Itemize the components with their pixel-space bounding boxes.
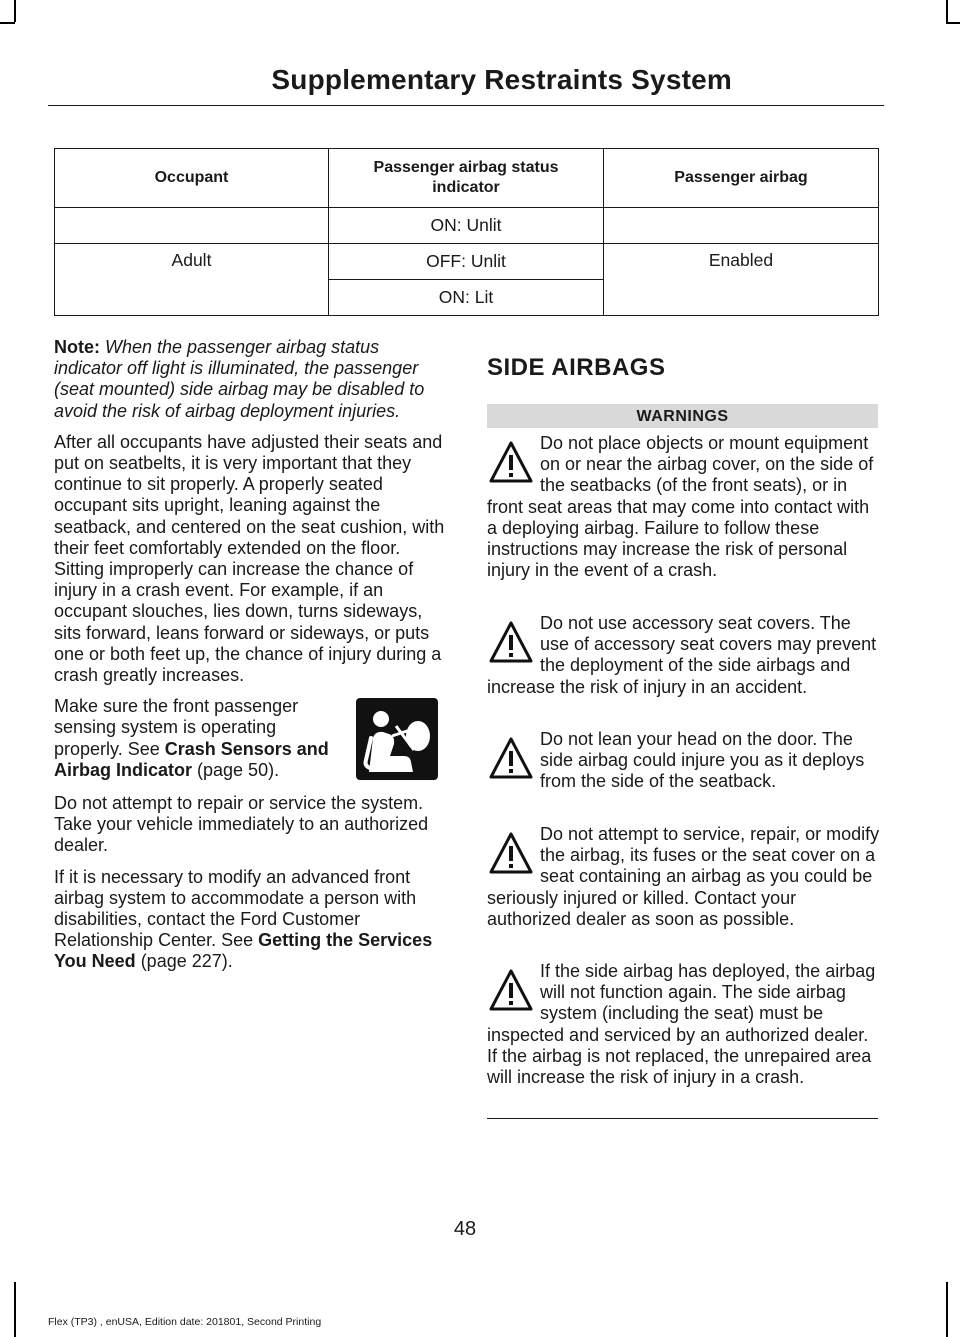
crop-mark: [14, 0, 16, 22]
table-row: [55, 208, 879, 244]
note-text: When the passenger airbag status indicator off light is illuminated, the passenger (seat mounted) side airbag may be disabled to avoid the risk of airbag deployment injuries.: [54, 337, 425, 421]
warning-item: [487, 961, 881, 1088]
table-header-airbag: Passenger airbag: [604, 149, 879, 208]
airbag-status-table: [54, 148, 879, 316]
services-link[interactable]: Getting the Services You Need: [54, 930, 433, 972]
warning-text: Do not place objects or mount equipment on or near the airbag cover, on the side of the seatbacks (of the front seats), or in front seat areas that may come into contact with a deploying airbag. Failure to follow these instructions may increase the risk of personal injury in the event of a crash.: [487, 433, 874, 581]
warning-text: Do not attempt to service, repair, or modify the airbag, its fuses or the seat cover on a seat containing an airbag as you could be seriously injured or killed. Contact your authorized dealer as soon as possible.: [487, 824, 880, 929]
table-cell-occupant: Adult: [55, 244, 329, 316]
table-header-occupant: Occupant: [55, 149, 329, 208]
crop-mark: [946, 1282, 948, 1337]
crop-mark: [946, 0, 948, 22]
table-cell: [604, 208, 879, 244]
table-header-indicator: Passenger airbag status indicator: [329, 149, 604, 208]
table-cell-indicator: ON: Unlit: [329, 208, 604, 244]
crop-mark: [14, 1282, 16, 1337]
page-header: [48, 60, 884, 106]
table-cell-indicator: OFF: Unlit: [329, 244, 604, 280]
warning-text: Do not lean your head on the door. The side airbag could injure you as it deploys from the side of the seatback.: [540, 729, 865, 792]
paragraph: Do not attempt to repair or service the system. Take your vehicle immediately to an authorized dealer.: [54, 793, 429, 856]
crop-mark: [0, 22, 15, 24]
warning-item: [487, 613, 881, 698]
warning-item: [487, 824, 881, 930]
warning-triangle-icon: [487, 963, 535, 1019]
table-cell-indicator: ON: Lit: [329, 280, 604, 316]
warning-triangle-icon: [487, 435, 535, 491]
section-title: SIDE AIRBAGS: [487, 354, 666, 381]
warnings-header: WARNINGS: [487, 404, 878, 428]
left-column: [54, 337, 448, 983]
note: [54, 337, 448, 422]
footer-edition: Flex (TP3) , enUSA, Edition date: 201801, Second Printing: [48, 1316, 322, 1328]
warning-text: If the side airbag has deployed, the airbag will not function again. The side airbag system (including the seat) must be inspected and serviced by an authorized dealer. If the airbag is not replaced, the unrepaired area will increase the risk of injury in a crash.: [487, 961, 876, 1088]
warning-text: Do not use accessory seat covers. The use of accessory seat covers may prevent the deployment of the side airbags and increase the risk of injury in an accident.: [487, 613, 877, 697]
warning-item: [487, 433, 881, 581]
crop-mark: [946, 22, 960, 24]
note-label: Note:: [54, 337, 100, 357]
warning-item: [487, 729, 881, 793]
warning-triangle-icon: [487, 826, 535, 882]
crash-sensors-link[interactable]: Crash Sensors and Airbag Indicator: [54, 738, 329, 780]
table-cell: [55, 208, 329, 244]
paragraph: After all occupants have adjusted their seats and put on seatbelts, it is very important that they continue to sit properly. A properly seated occupant sits upright, leaning against the seatback, and centered on the seat cushion, with their feet comfortably extended on the floor. Sitting improperly can increase the chance of injury in a crash event. For example, if an occupant slouches, lies down, turns sideways, sits forward, leans forward or sideways, or puts one or both feet up, the chance of injury during a crash greatly increases.: [54, 431, 445, 686]
page-number: 48: [453, 1218, 477, 1240]
airbag-paragraph: Make sure the front passenger sensing system is operating properly. See Crash Sensors and Airbag Indicator (page 50).: [54, 696, 448, 781]
warning-triangle-icon: [487, 615, 535, 671]
paragraph: If it is necessary to modify an advanced front airbag system to accommodate a person with disabilities, contact the Ford Customer Relationship Center. See Getting the Services You Need (page 227).: [54, 866, 433, 972]
table-cell-airbag: Enabled: [604, 244, 879, 316]
page-title: Supplementary Restraints System: [271, 64, 732, 95]
table-row: [55, 244, 879, 280]
warning-triangle-icon: [487, 731, 535, 787]
passenger-airbag-icon: [356, 698, 438, 780]
warnings-end-rule: [487, 1118, 878, 1119]
table-header-row: [55, 149, 879, 208]
